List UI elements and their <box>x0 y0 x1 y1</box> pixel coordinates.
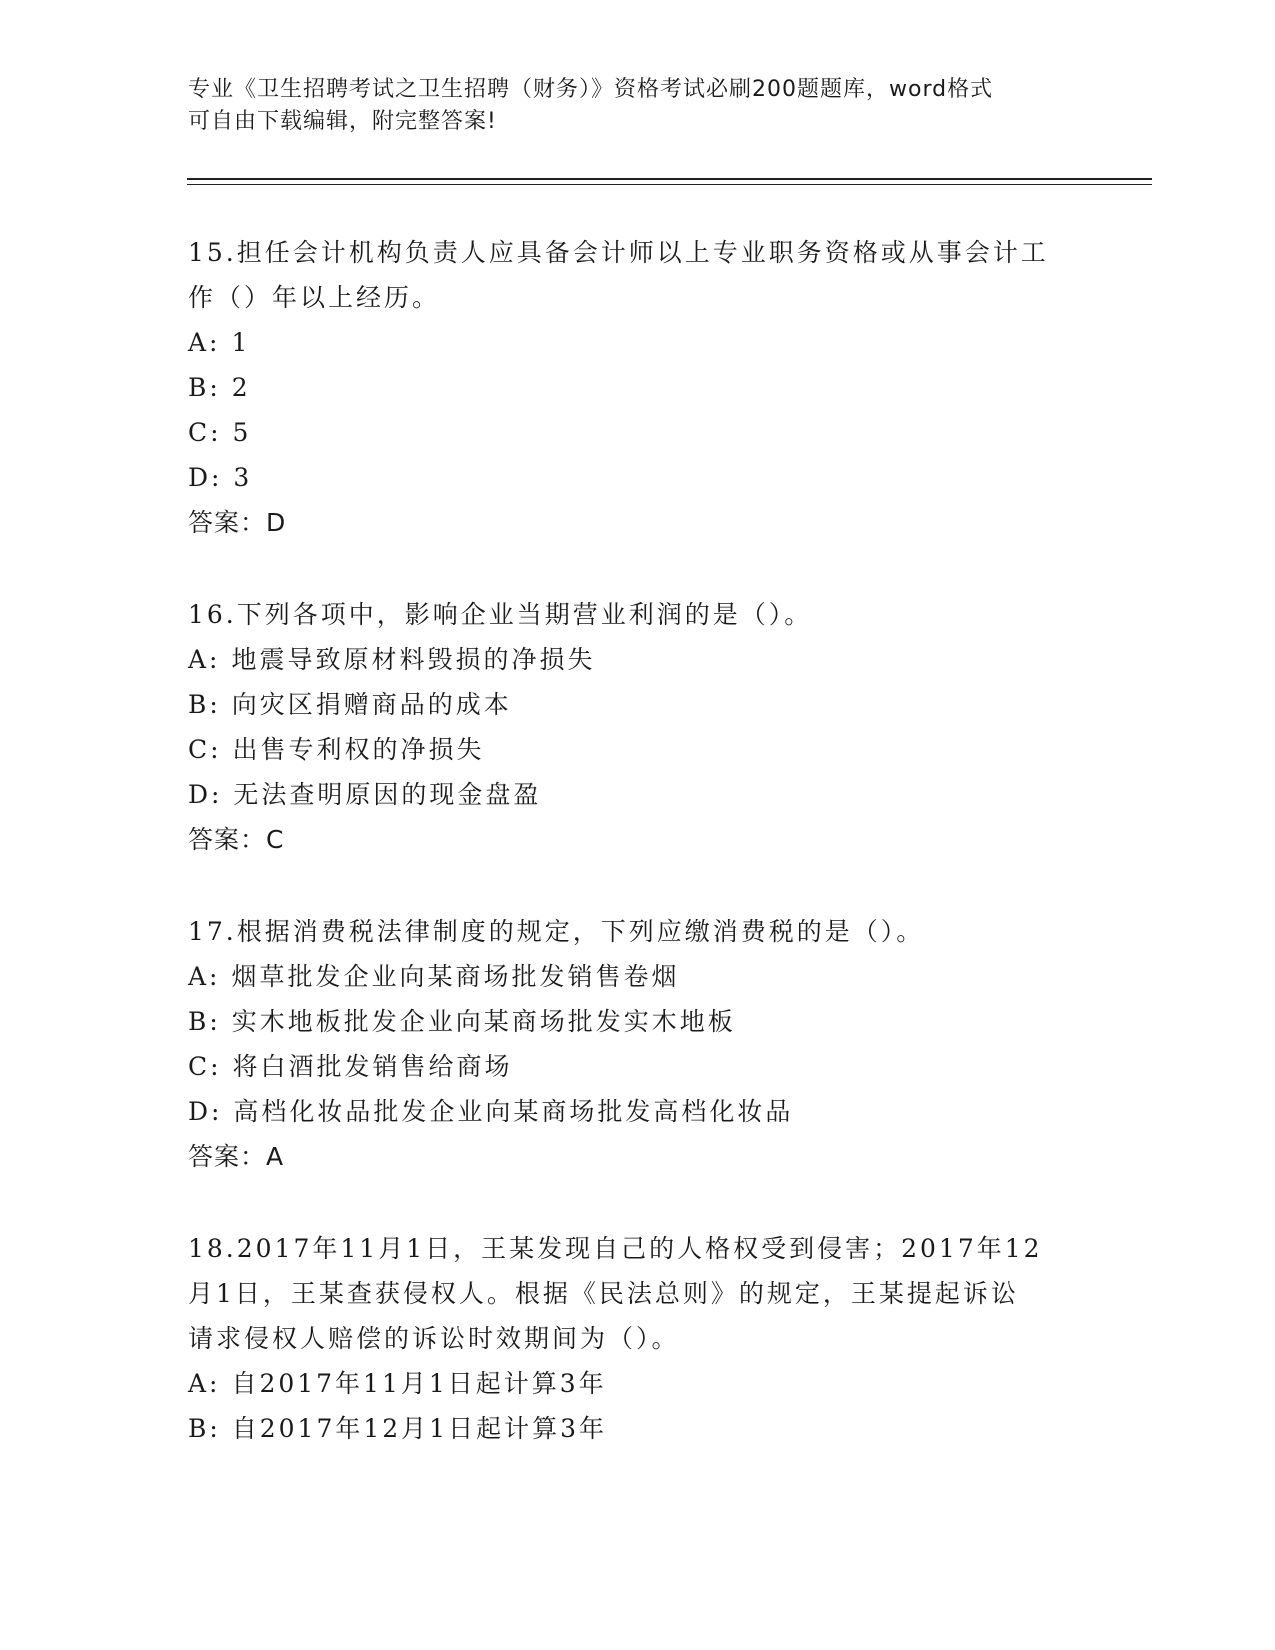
option-letter: A: <box>188 645 221 674</box>
header-line-2: 可自由下载编辑，附完整答案! <box>188 109 497 134</box>
answer-label: 答案：C <box>188 825 285 854</box>
option-text: 将白酒批发销售给商场 <box>232 1052 513 1081</box>
option-b <box>188 999 1088 1044</box>
question-18 <box>188 1226 1088 1451</box>
question-text-line: 18.2017年11月1日，王某发现自己的人格权受到侵害；2017年12 <box>188 1234 1043 1263</box>
option-c <box>188 1044 1088 1089</box>
header-divider-bottom <box>187 184 1152 185</box>
option-a <box>188 320 1088 365</box>
option-letter: A: <box>188 962 221 991</box>
header-divider-top <box>187 178 1152 180</box>
option-text: 5 <box>232 418 252 447</box>
option-letter: D: <box>188 1097 223 1126</box>
option-letter: D: <box>188 463 223 492</box>
header-line-1: 专业《卫生招聘考试之卫生招聘（财务）》资格考试必刷200题题库，word格式 <box>188 77 994 102</box>
question-17 <box>188 909 1088 1179</box>
option-b <box>188 365 1088 410</box>
option-text: 地震导致原材料毁损的净损失 <box>231 645 596 674</box>
option-text: 2 <box>231 373 251 402</box>
question-gap <box>188 862 1088 909</box>
question-text-line: 16.下列各项中，影响企业当期营业利润的是（）。 <box>188 600 813 629</box>
question-text-line: 作（）年以上经历。 <box>188 283 441 312</box>
option-letter: C: <box>188 1052 222 1081</box>
option-a <box>188 637 1088 682</box>
option-letter: B: <box>188 690 221 719</box>
question-text-line: 17.根据消费税法律制度的规定，下列应缴消费税的是（）。 <box>188 917 925 946</box>
question-gap <box>188 1179 1088 1226</box>
document-header <box>188 74 1088 138</box>
option-text: 出售专利权的净损失 <box>232 735 485 764</box>
option-letter: B: <box>188 373 221 402</box>
question-15 <box>188 230 1088 545</box>
option-text: 1 <box>231 328 251 357</box>
option-text: 向灾区捐赠商品的成本 <box>231 690 512 719</box>
question-text-line: 月1日，王某查获侵权人。根据《民法总则》的规定，王某提起诉讼 <box>188 1279 1019 1308</box>
option-text: 自2017年11月1日起计算3年 <box>231 1369 607 1398</box>
answer-label: 答案：A <box>188 1142 285 1171</box>
option-a <box>188 1361 1088 1406</box>
option-letter: C: <box>188 418 222 447</box>
option-d <box>188 1089 1088 1134</box>
option-a <box>188 954 1088 999</box>
option-text: 自2017年12月1日起计算3年 <box>231 1414 607 1443</box>
question-text-line: 请求侵权人赔偿的诉讼时效期间为（）。 <box>188 1324 680 1353</box>
option-text: 无法查明原因的现金盘盈 <box>233 780 542 809</box>
option-text: 实木地板批发企业向某商场批发实木地板 <box>231 1007 736 1036</box>
option-d <box>188 455 1088 500</box>
option-letter: C: <box>188 735 222 764</box>
option-letter: A: <box>188 1369 221 1398</box>
question-list <box>188 230 1088 1451</box>
option-text: 烟草批发企业向某商场批发销售卷烟 <box>231 962 680 991</box>
question-text-line: 15.担任会计机构负责人应具备会计师以上专业职务资格或从事会计工 <box>188 238 1049 267</box>
option-letter: B: <box>188 1414 221 1443</box>
option-letter: A: <box>188 328 221 357</box>
option-c <box>188 410 1088 455</box>
option-letter: D: <box>188 780 223 809</box>
option-text: 3 <box>233 463 253 492</box>
option-letter: B: <box>188 1007 221 1036</box>
answer-label: 答案：D <box>188 508 287 537</box>
option-c <box>188 727 1088 772</box>
question-gap <box>188 545 1088 592</box>
option-b <box>188 1406 1088 1451</box>
option-b <box>188 682 1088 727</box>
question-16 <box>188 592 1088 862</box>
option-d <box>188 772 1088 817</box>
option-text: 高档化妆品批发企业向某商场批发高档化妆品 <box>233 1097 794 1126</box>
